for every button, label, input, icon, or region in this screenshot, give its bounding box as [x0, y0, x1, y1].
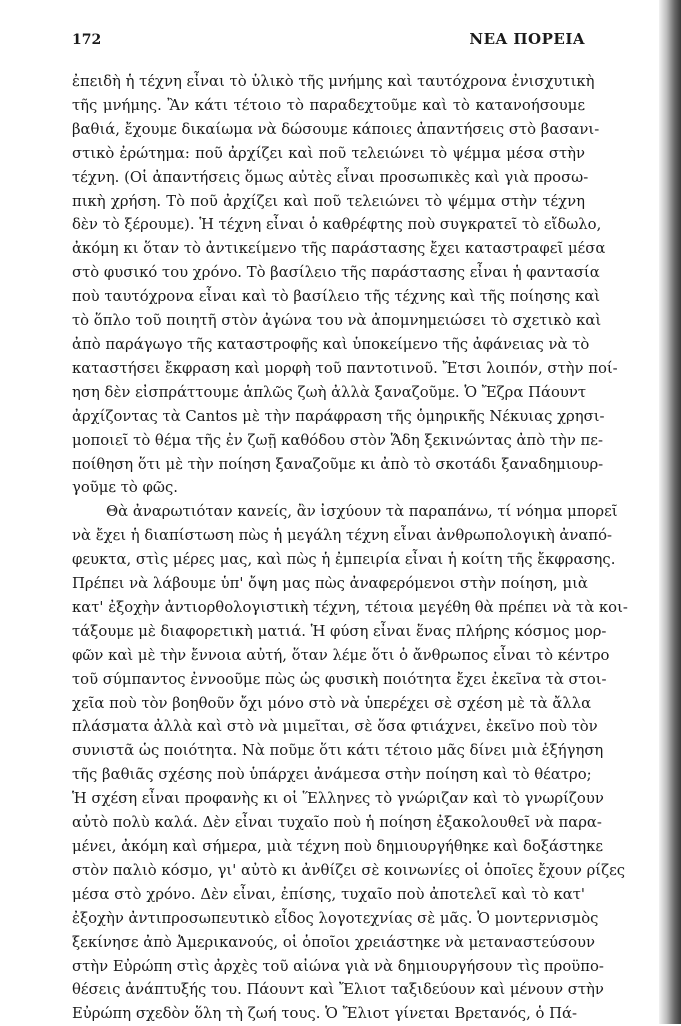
- text-line: Πρέπει νὰ λάβουμε ὑπ' ὄψη μας πὼς ἀναφερόμενοι στὴν ποίηση, μιὰ: [72, 575, 588, 593]
- text-line: νὰ ἔχει ἡ διαπίστωση πὼς ἡ μεγάλη τέχνη εἶναι ἀνθρωπολογικὴ ἀναπό-: [72, 527, 612, 545]
- text-line: ηση δὲν εἰσπράττουμε ἁπλῶς ζωὴ ἀλλὰ ξαναζοῦμε. Ὁ Ἔζρα Πάουντ: [72, 383, 587, 401]
- page-number: 172: [72, 32, 102, 48]
- text-line: στὸν παλιὸ κόσμο, γι' αὐτὸ κι ἀνθίζει σὲ κοινωνίες οἱ ὁποῖες ἔχουν ρίζες: [72, 861, 626, 879]
- running-title: ΝΕΑ ΠΟΡΕΙΑ: [469, 30, 585, 48]
- text-line: Θὰ ἀναρωτιόταν κανείς, ἂν ἰσχύουν τὰ παραπάνω, τί νόημα μπορεῖ: [106, 503, 618, 521]
- text-line: δὲν τὸ ξέρουμε). Ἡ τέχνη εἶναι ὁ καθρέφτης ποὺ συγκρατεῖ τὸ εἴδωλο,: [72, 216, 602, 234]
- text-line: μένει, ἀκόμη καὶ σήμερα, μιὰ τέχνη ποὺ δημιουργήθηκε καὶ δοξάστηκε: [72, 838, 604, 855]
- text-line: στὴν Εὐρώπη στὶς ἀρχὲς τοῦ αἰώνα γιὰ νὰ δημιουργήσουν τὶς προϋπο-: [72, 957, 604, 975]
- text-line: στικὸ ἐρώτημα: ποῦ ἀρχίζει καὶ ποῦ τελειώνει τὸ ψέμμα μέσα στὴν: [72, 144, 585, 162]
- paragraph-2: [72, 500, 628, 1026]
- text-line: καταστήσει ἔκφραση καὶ μορφὴ τοῦ παντοτινοῦ. Ἔτσι λοιπόν, στὴν ποί-: [72, 359, 618, 377]
- text-line: βαθιά, ἔχουμε δικαίωμα νὰ δώσουμε κάποιες ἀπαντήσεις στὸ βασανι-: [72, 120, 600, 138]
- text-line: γοῦμε τὸ φῶς.: [72, 479, 178, 497]
- text-line: τοῦ σύμπαντος ἐννοοῦμε πὼς ὡς φυσικὴ ποιότητα ἔχει ἐκεῖνα τὰ στοι-: [72, 670, 607, 688]
- text-line: φῶν καὶ μὲ τὴν ἔννοια αὐτή, ὅταν λέμε ὅτι ὁ ἄνθρωπος εἶναι τὸ κέντρο: [72, 646, 610, 664]
- text-line: μέσα στὸ χρόνο. Δὲν εἶναι, ἐπίσης, τυχαῖο ποὺ ἀποτελεῖ καὶ τὸ κατ': [72, 885, 585, 903]
- text-line: ἀπὸ παράγωγο τῆς καταστροφῆς καὶ ὑποκείμενο τῆς ἀφάνειας νὰ τὸ: [72, 335, 590, 353]
- text-line: φευκτα, στὶς μέρες μας, καὶ πὼς ἡ ἐμπειρία εἶναι ἡ κοίτη τῆς ἔκφρασης.: [72, 551, 616, 569]
- page-header: [72, 30, 585, 48]
- text-line: Εὐρώπη σχεδὸν ὅλη τὴ ζωή τους. Ὁ Ἔλιοτ γίνεται Βρετανός, ὁ Πά-: [72, 1005, 577, 1023]
- book-page: [72, 30, 628, 1026]
- text-line: τέχνη. (Οἱ ἀπαντήσεις ὅμως αὐτὲς εἶναι προσωπικὲς καὶ γιὰ προσω-: [72, 168, 589, 186]
- text-line: τῆς μνήμης. Ἂν κάτι τέτοιο τὸ παραδεχτοῦμε καὶ τὸ κατανοήσουμε: [72, 96, 585, 114]
- text-line: ἐξοχὴν ἀντιπροσωπευτικὸ εἶδος λογοτεχνίας σὲ μᾶς. Ὁ μοντερνισμὸς: [72, 909, 599, 927]
- text-line: ποὺ ταυτόχρονα εἶναι καὶ τὸ βασίλειο τῆς τέχνης καὶ τῆς ποίησης καὶ: [72, 288, 601, 306]
- text-line: τάξουμε μὲ διαφορετικὴ ματιά. Ἡ φύση εἶναι ἕνας πλήρης κόσμος μορ-: [72, 622, 607, 640]
- paragraph-1: [72, 70, 618, 500]
- text-line: τὸ ὅπλο τοῦ ποιητῆ στὸν ἀγώνα του νὰ ἀπομνημειώσει τὸ σχετικὸ καὶ: [72, 312, 602, 330]
- text-line: ἐπειδὴ ἡ τέχνη εἶναι τὸ ὑλικὸ τῆς μνήμης καὶ ταυτόχρονα ἐνισχυτικὴ: [72, 73, 595, 90]
- text-line: στὸ φυσικό του χρόνο. Τὸ βασίλειο τῆς παράστασης εἶναι ἡ φαντασία: [72, 264, 600, 282]
- text-line: πικὴ χρήση. Τὸ ποῦ ἀρχίζει καὶ ποῦ τελειώνει τὸ ψέμμα στὴν τέχνη: [72, 192, 585, 210]
- text-line: αὐτὸ πολὺ καλά. Δὲν εἶναι τυχαῖο ποὺ ἡ ποίηση ἐξακολουθεῖ νὰ παρα-: [72, 814, 602, 832]
- text-line: θέσεις ἀνάπτυξής του. Πάουντ καὶ Ἔλιοτ ταξιδεύουν καὶ μένουν στὴν: [72, 981, 604, 999]
- text-line: συνιστᾶ ὡς ποιότητα. Νὰ ποῦμε ὅτι κάτι τέτοιο μᾶς δίνει μιὰ ἑξήγηση: [72, 742, 604, 760]
- text-line: χεῖα ποὺ τὸν βοηθοῦν ὄχι μόνο στὸ νὰ ὑπερέχει σὲ σχέση μὲ τὰ ἄλλα: [72, 694, 592, 712]
- text-line: ἀκόμη κι ὅταν τὸ ἀντικείμενο τῆς παράστασης ἔχει καταστραφεῖ μέσα: [72, 240, 606, 258]
- text-line: κατ' ἐξοχὴν ἀντιορθολογιστικὴ τέχνη, τέτοια μεγέθη θὰ πρέπει νὰ τὰ κοι-: [72, 598, 628, 616]
- book-spine-shadow: [659, 0, 681, 1024]
- text-line: πλάσματα ἀλλὰ καὶ στὸ νὰ μιμεῖται, σὲ ὅσα φτιάχνει, ἐκεῖνο ποὺ τὸν: [72, 718, 598, 736]
- text-line: ξεκίνησε ἀπὸ Ἀμερικανούς, οἱ ὁποῖοι χρειάστηκε νὰ μεταναστεύσουν: [72, 933, 595, 951]
- text-line: Ἡ σχέση εἶναι προφανὴς κι οἱ Ἕλληνες τὸ γνώριζαν καὶ τὸ γνωρίζουν: [72, 790, 604, 808]
- text-line: ἀρχίζοντας τὰ Cantos μὲ τὴν παράφραση τῆς ὁμηρικῆς Νέκυιας χρησι-: [72, 407, 605, 425]
- text-line: μοποιεῖ τὸ θέμα τῆς ἐν ζωῇ καθόδου στὸν Ἅδη ξεκινώντας ἀπὸ τὴν πε-: [72, 431, 603, 449]
- text-line: ποίθηση ὅτι μὲ τὴν ποίηση ξαναζοῦμε κι ἀπὸ τὸ σκοτάδι ξαναδημιουρ-: [72, 455, 604, 473]
- text-line: τῆς βαθιᾶς σχέσης ποὺ ὑπάρχει ἀνάμεσα στὴν ποίηση καὶ τὸ θέατρο;: [72, 766, 592, 784]
